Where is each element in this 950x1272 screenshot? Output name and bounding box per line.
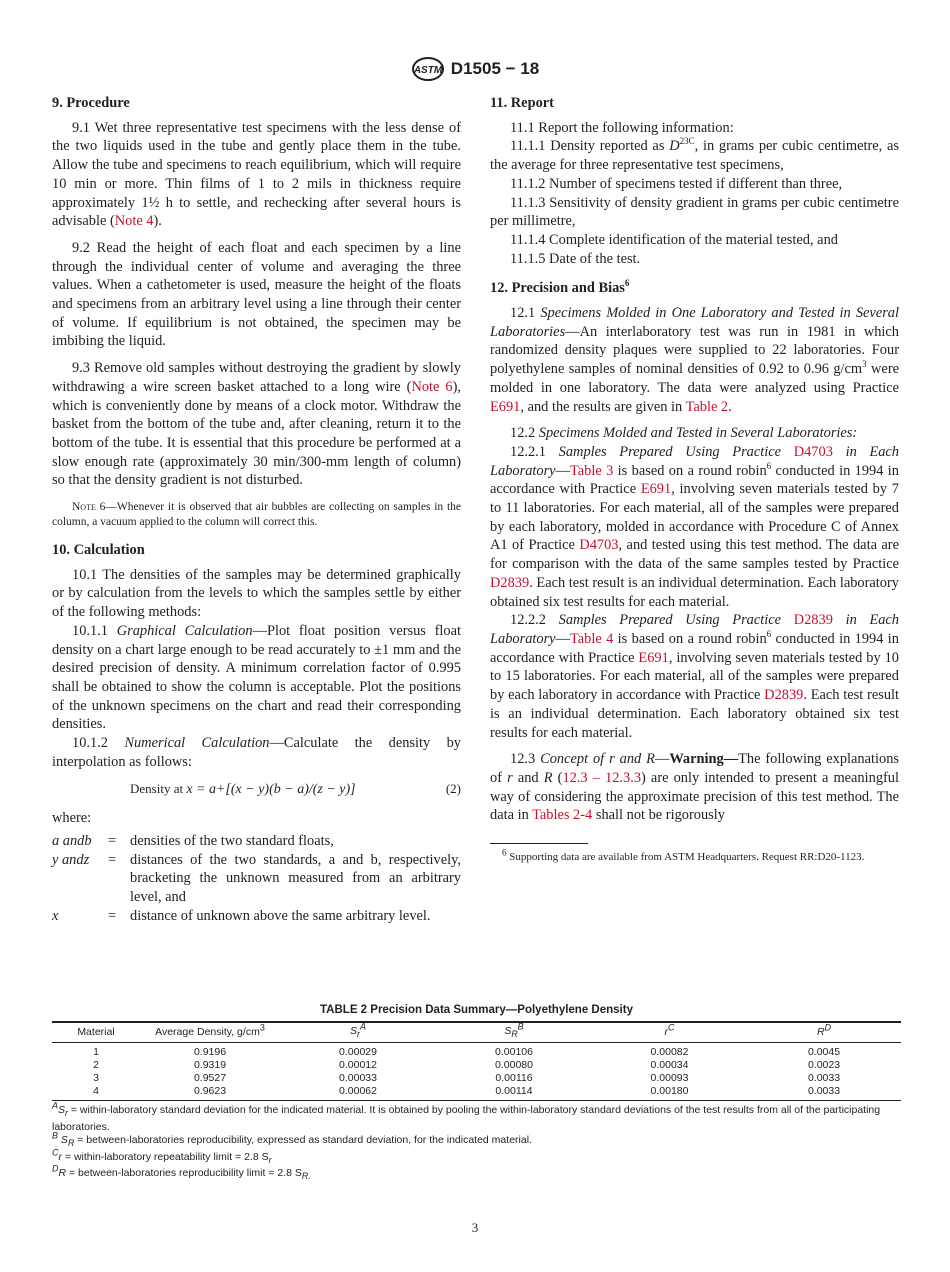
footnote-symbol: R [58, 1167, 67, 1180]
table-cell: 0.00033 [339, 1072, 377, 1085]
italic-text: Numerical Calculation [124, 735, 270, 752]
footnote-tail-subscript: R. [301, 1171, 311, 1182]
definition-row [52, 907, 461, 926]
cross-reference-link[interactable]: Table 4 [569, 630, 614, 647]
section-heading [52, 541, 461, 560]
italic-text: Specimens Molded and Tested in Several Laboratories: [538, 425, 858, 442]
paragraph [490, 231, 899, 250]
page-header [0, 57, 950, 81]
text-run: 6—Whenever it is observed that air bubbles are collecting on samples in the column, a vacuum applied to the column will correct this. [52, 501, 461, 529]
footnote-symbol-subscript: r [65, 1108, 68, 1119]
definition-symbol: x [52, 907, 59, 924]
table-row [52, 1059, 901, 1072]
paragraph [490, 175, 899, 194]
paragraph [490, 611, 899, 742]
cross-reference-link[interactable]: E691 [490, 398, 521, 415]
table-cell: 0.00029 [339, 1046, 377, 1059]
footnote-symbol: S [58, 1104, 66, 1117]
svg-text:ASTM: ASTM [413, 65, 442, 76]
left-text-flow [52, 94, 461, 772]
page-number: 3 [471, 1220, 479, 1235]
cross-reference-link[interactable]: Note 6 [411, 378, 453, 395]
text-run: 9. Procedure [52, 95, 130, 111]
footnote-symbol: r [58, 1150, 62, 1163]
table-cell: 4 [93, 1085, 99, 1098]
header-label: Average Density, g/cm [155, 1026, 260, 1039]
text-run: 10.1.2 [72, 735, 125, 752]
table-cell: 2 [93, 1059, 99, 1072]
text-run: 9.1 Wet three representative test specimens with the less dense of the two liquids used in the tube and gently place them in the tube. Allow the tube and specimens to reach equilibrium, which will require 10 min or more. Thin films of 1 to 2 mils in thickness require approximately 1½ h to settle, and rechecking after several hours is advisable ( [52, 119, 461, 230]
text-run: ) are only intended to present a meaningful way of considering the approximate precision of this test method. The data in [490, 769, 899, 824]
paragraph [490, 443, 899, 611]
paragraph [52, 566, 461, 622]
table-footnote [52, 1130, 901, 1151]
footnote-6 [490, 847, 899, 865]
header-superscript: C [668, 1022, 675, 1033]
equation-body [130, 780, 356, 800]
cross-reference-link[interactable]: E691 [638, 649, 669, 666]
paragraph [52, 119, 461, 231]
text-run: is based on a round robin [613, 462, 767, 479]
superscript: 23C [679, 136, 695, 147]
document-designation: D1505 − 18 [450, 59, 540, 78]
paragraph [490, 137, 899, 174]
text-run: . Each test result is an individual determination. Each laboratory obtained six test results for each material. [490, 574, 899, 610]
text-run: 11.1.5 Date of the test. [510, 250, 641, 267]
text-run: conducted in 1994 in accordance with Practice [490, 630, 899, 666]
definition-row [52, 851, 461, 907]
header-label: R [816, 1026, 825, 1039]
text-run: 9.3 Remove old samples without destroying the gradient by slowly withdrawing a wire screen basket attached to a long wire ( [52, 360, 461, 395]
cross-reference-link[interactable]: D4703 [793, 443, 833, 460]
table-cell: 0.9623 [193, 1085, 227, 1098]
paragraph [490, 424, 899, 443]
table-cell: 0.00082 [650, 1046, 689, 1059]
text-run: 12.3 [510, 751, 541, 768]
text-run: , and tested using this test method. The data are for comparison with the data of the same samples tested by Practice [490, 537, 899, 573]
footnote-mark: D [52, 1163, 59, 1174]
text-run: — [555, 630, 570, 647]
table-cell: 0.00093 [650, 1072, 689, 1085]
footnote-symbol-subscript: R [67, 1138, 75, 1149]
footnote-symbol: S [58, 1134, 68, 1147]
left-column [52, 92, 461, 925]
text-run: 11.1.2 Number of specimens tested if different than three, [510, 175, 843, 192]
footnote-tail-subscript: r [268, 1154, 272, 1165]
table-cell: 0.00080 [495, 1059, 533, 1072]
cross-reference-link[interactable]: E691 [640, 481, 672, 498]
astm-logo-icon [411, 57, 445, 81]
column-header [280, 1022, 436, 1043]
definition-text: densities of the two standard floats, [130, 832, 334, 849]
header-superscript: 3 [259, 1022, 265, 1033]
header-subscript: r [357, 1029, 360, 1040]
table-footnote [52, 1163, 901, 1184]
italic-text: D [669, 138, 680, 155]
column-header [747, 1022, 901, 1043]
header-subscript: R [511, 1029, 518, 1040]
text-run: ), which is conveniently done by means of a clock motor. Withdraw the basket from the bottom of the tube and, after cleaning, return it to the bottom of the tube. It is essential that this procedure be performed at a slow enough rate (approximately 30 min/300-mm length of column) so that the density gradient is not disturbed. [52, 378, 461, 489]
header-label: r [664, 1026, 668, 1039]
table-cell: 0.0033 [807, 1072, 841, 1085]
text-run: , in grams per cubic centimetre, as the average for three representative test specimens, [490, 138, 899, 174]
text-run: 12.1 [510, 305, 541, 322]
text-run: , involving seven materials tested by 10 to 15 laboratories. For each material, all of the samples were prepared by each laboratory in accordance with Practice [490, 649, 899, 704]
italic-text: Graphical Calculation [116, 622, 253, 639]
table-cell: 0.0045 [807, 1046, 841, 1059]
table-body [52, 1043, 901, 1101]
italic-text: Samples Prepared Using Practice [558, 443, 794, 460]
variable-definitions [52, 832, 461, 926]
equation-math: x = a+[(x − y)(b − a)/(z − y)] [186, 781, 356, 797]
where-label: where: [52, 810, 92, 827]
text-run: 11.1 Report the following information: [510, 119, 734, 136]
table-row [52, 1043, 901, 1060]
table-row [52, 1072, 901, 1085]
table-cell: 0.00116 [495, 1072, 533, 1085]
table-cell: 0.00012 [339, 1059, 377, 1072]
text-run: , and the results are given in [520, 398, 686, 415]
paragraph [490, 750, 899, 825]
cross-reference-link[interactable]: Note 4 [114, 213, 154, 230]
text-run: 11.1.1 Density reported as [510, 138, 670, 155]
text-run: shall not be rigorously [592, 807, 725, 824]
text-run: — [555, 462, 570, 479]
italic-text: Samples Prepared Using Practice [558, 612, 794, 629]
text-run: ( [552, 769, 563, 786]
superscript: 6 [766, 629, 772, 640]
footnote-mark: 6 [502, 847, 507, 858]
table-cell: 0.0023 [807, 1059, 841, 1072]
right-text-flow [490, 94, 899, 825]
paragraph [490, 119, 899, 138]
right-column [490, 92, 899, 865]
table-cell: 0.9196 [193, 1046, 227, 1059]
note-paragraph [52, 500, 461, 530]
italic-text: in Each Laboratory [490, 443, 900, 479]
text-run: . [728, 398, 732, 415]
italic-text: R [543, 769, 553, 786]
definition-equals: = [108, 832, 117, 849]
header-label: Material [77, 1026, 115, 1039]
table-caption: TABLE 2 Precision Data Summary—Polyethylene Density [320, 1004, 633, 1016]
section-heading [490, 279, 899, 298]
text-run: 9.2 Read the height of each float and each specimen by a line through the individual center of volume and averaging the three values. When a cathetometer is used, measure the height of the floats and specimens from an arbitrary level using a line through their center of volume. If equilibrium is not obtained, the specimen may be imbibing the liquid. [52, 239, 461, 350]
superscript: 6 [624, 278, 630, 289]
cross-reference-link[interactable]: D2839 [764, 687, 804, 704]
paragraph [490, 250, 899, 269]
italic-text: r [507, 769, 513, 786]
footnote-text: = within-laboratory repeatability limit = 2.8 S [62, 1150, 269, 1163]
footnote-text: = between-laboratories reproducibility, expressed as standard deviation, for the indicated material. [74, 1134, 532, 1147]
footnote-text: = between-laboratories reproducibility limit = 2.8 S [66, 1167, 302, 1180]
cross-reference-link[interactable]: D2839 [490, 574, 530, 591]
cross-reference-link[interactable]: Table 2 [685, 398, 729, 415]
text-run: conducted in 1994 in accordance with Practice [490, 462, 899, 498]
table-header-row [52, 1022, 901, 1043]
italic-text: in Each Laboratory [490, 612, 900, 647]
text-run: 12.2 [510, 425, 539, 442]
equation-lead: Density at [130, 780, 187, 796]
text-run: were molded in one laboratory. The data were analyzed using Practice [490, 361, 900, 396]
paragraph [52, 622, 461, 734]
definition-equals: = [108, 851, 117, 868]
table-cell: 0.0033 [807, 1085, 841, 1098]
header-superscript: B [517, 1021, 524, 1032]
paragraph [52, 239, 461, 351]
text-run: 11.1.3 Sensitivity of density gradient in grams per cubic centimetre per millimetre, [490, 194, 899, 230]
table-cell: 0.00114 [495, 1085, 533, 1098]
table-cell: 0.9319 [193, 1059, 227, 1072]
definition-equals: = [108, 907, 117, 924]
column-header [592, 1022, 747, 1043]
italic-text: Concept of r and R [540, 751, 655, 768]
header-superscript: A [359, 1021, 366, 1032]
definition-symbol: y andz [52, 851, 90, 868]
column-header [140, 1022, 280, 1043]
paragraph [490, 304, 899, 416]
cross-reference-link[interactable]: 12.3 – 12.3.3 [562, 769, 642, 786]
definition-text: distance of unknown above the same arbitrary level. [130, 907, 431, 924]
table-footnote [52, 1100, 901, 1134]
section-heading [52, 94, 461, 113]
paragraph [52, 359, 461, 490]
table-cell: 0.9527 [193, 1072, 227, 1085]
superscript: 6 [766, 460, 772, 471]
column-header [436, 1022, 592, 1043]
table-cell: 0.00106 [495, 1046, 533, 1059]
definition-symbol: a andb [52, 832, 92, 849]
text-run: 11. Report [490, 95, 554, 111]
equation-number: (2) [445, 780, 461, 796]
table-cell: 0.00034 [650, 1059, 689, 1072]
cross-reference-link[interactable]: Table 3 [569, 462, 614, 479]
column-header [52, 1022, 140, 1043]
note-label: Note [72, 501, 96, 514]
table-cell: 3 [93, 1072, 99, 1085]
text-run: , involving seven materials tested by 7 to 11 laboratories. For each material, all of the samples were prepared by each laboratory, molded in accordance with Procedure C of Annex A1 of Practice [490, 481, 899, 554]
cross-reference-link[interactable]: D2839 [793, 612, 833, 629]
paragraph [52, 734, 461, 771]
definition-row [52, 832, 461, 851]
text-run: ). [153, 213, 162, 230]
cross-reference-link[interactable]: Tables 2-4 [532, 807, 593, 824]
text-run: 12. Precision and Bias [490, 280, 625, 297]
footnote-text: Supporting data are available from ASTM Headquarters. Request RR:D20-1123. [506, 851, 865, 864]
text-run: 12.2.1 [510, 443, 559, 460]
text-run: —Plot float position versus float density on a chart large enough to be read accurately to ±1 mm and the desired precision of density. A minimum correlation factor of 0.995 shall be obtained to show the column is acceptable. Plot the positions of the unknown specimens on the chart and read their corresponding densities. [52, 622, 461, 733]
cross-reference-link[interactable]: D4703 [579, 537, 619, 554]
definition-text: distances of the two standards, a and b, respectively, bracketing the unknown measured from an arbitrary level, and [130, 851, 461, 906]
text-run: 11.1.4 Complete identification of the material tested, and [510, 231, 838, 248]
table-cell: 0.00180 [650, 1085, 689, 1098]
table-footnote [52, 1147, 901, 1168]
footnote-text: = within-laboratory standard deviation for the indicated material. It is obtained by pooling the within-laboratory standard deviations of the test results from all of the participating laboratories. [52, 1104, 881, 1133]
precision-table [52, 1004, 901, 1184]
footnote-mark: A [52, 1100, 59, 1111]
paragraph [490, 194, 899, 231]
text-run: 10.1.1 [72, 622, 117, 639]
table-row [52, 1085, 901, 1101]
text-run: — [654, 751, 670, 768]
precision-data-table [52, 1021, 901, 1101]
text-run: and [512, 769, 544, 786]
italic-text: Specimens Molded in One Laboratory and Tested in Several Laboratories [490, 305, 899, 340]
text-run: —Calculate the density by interpolation as follows: [52, 735, 462, 770]
footnote-divider [490, 843, 588, 844]
section-heading [490, 94, 899, 113]
footnote-mark: C [52, 1147, 59, 1158]
table-footnotes [52, 1100, 901, 1184]
table-cell: 1 [93, 1046, 99, 1059]
superscript: 3 [862, 359, 867, 370]
header-superscript: D [824, 1022, 832, 1033]
equation-2 [130, 780, 461, 800]
footnote-mark: B [52, 1130, 59, 1141]
text-run: 10.1 The densities of the samples may be determined graphically or by calculation from the levels to which the samples settle by either of the following methods: [52, 566, 461, 621]
text-run: The following explanations of [490, 751, 899, 786]
text-run: . Each test result is an individual determination. Each laboratory obtained six test results for each material. [490, 687, 900, 741]
header-label: S [504, 1025, 512, 1037]
text-run: 10. Calculation [52, 542, 145, 559]
table-cell: 0.00062 [339, 1085, 377, 1098]
text-run: 12.2.2 [510, 612, 559, 629]
text-run: —An interlaboratory test was run in 1981 in which randomized density plaques were supplied to 22 laboratories. Four polyethylene samples of nominal densities of 0.92 to 0.96 g/cm [490, 323, 899, 378]
text-run: is based on a round robin [613, 630, 767, 647]
bold-text: Warning— [669, 751, 739, 768]
header-label: S [350, 1025, 358, 1037]
